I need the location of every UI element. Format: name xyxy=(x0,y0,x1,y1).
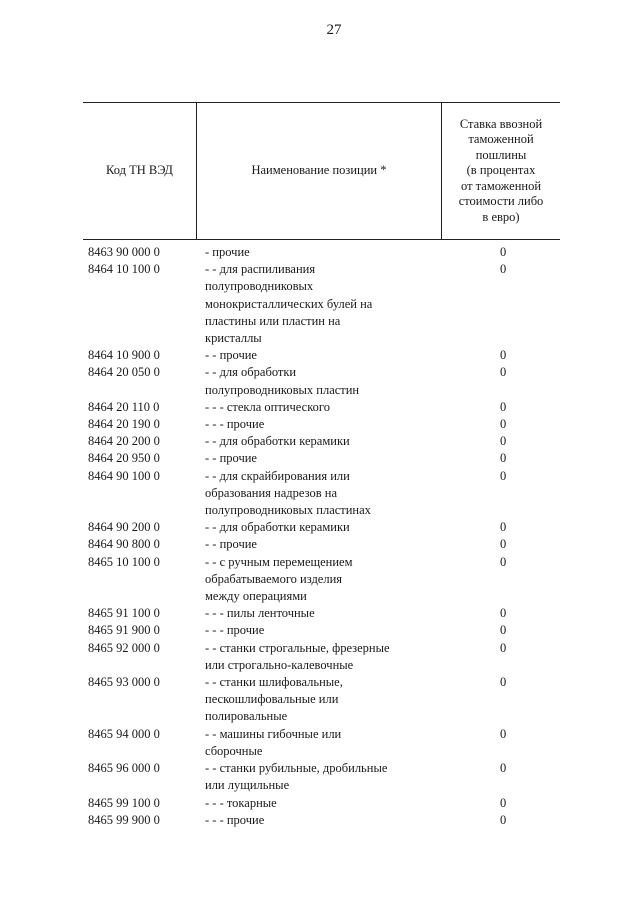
table-row xyxy=(0,519,640,536)
row-code: 8465 91 100 0 xyxy=(88,606,160,621)
table-body xyxy=(0,244,640,829)
row-name: - - - прочие xyxy=(205,417,265,432)
table-header xyxy=(83,102,560,240)
table-row xyxy=(0,364,640,398)
table-row xyxy=(0,244,640,261)
row-rate: 0 xyxy=(500,365,507,380)
table-row xyxy=(0,347,640,364)
table-row xyxy=(0,433,640,450)
row-code: 8464 10 900 0 xyxy=(88,348,160,363)
row-name: - - прочие xyxy=(205,348,257,363)
row-code: 8465 94 000 0 xyxy=(88,726,160,741)
row-rate: 0 xyxy=(500,468,507,483)
row-name: - - станки рубильные, дробильные или лущильные xyxy=(205,761,388,793)
row-rate: 0 xyxy=(500,606,507,621)
row-rate: 0 xyxy=(500,399,507,414)
table-row xyxy=(0,554,640,606)
row-rate: 0 xyxy=(500,245,507,259)
row-rate: 0 xyxy=(500,554,507,569)
row-name: - - с ручным перемещением обрабатываемого изделия между операциями xyxy=(205,554,353,604)
table-row xyxy=(0,399,640,416)
row-name: - - машины гибочные или сборочные xyxy=(205,726,342,758)
row-code: 8463 90 000 0 xyxy=(88,245,160,259)
row-code: 8464 10 100 0 xyxy=(88,262,160,277)
header-rate: Ставка ввозной таможенной пошлины (в процентах от таможенной стоимости либо в евро) xyxy=(458,116,544,224)
header-code: Код ТН ВЭД xyxy=(106,163,173,178)
table-row xyxy=(0,812,640,829)
table-row xyxy=(0,416,640,433)
table-row xyxy=(0,726,640,760)
row-name: - - для распиливания полупроводниковых монокристаллических булей на пластины или пластин на кристаллы xyxy=(205,262,373,346)
table-row xyxy=(0,622,640,639)
row-name: - - - прочие xyxy=(205,812,265,827)
row-name: - - для обработки керамики xyxy=(205,520,350,535)
row-code: 8465 96 000 0 xyxy=(88,761,160,776)
table-row xyxy=(0,536,640,553)
row-rate: 0 xyxy=(500,417,507,432)
row-rate: 0 xyxy=(500,451,507,466)
table-row xyxy=(0,760,640,794)
page-number: 27 xyxy=(326,22,342,38)
row-name: - прочие xyxy=(205,245,250,259)
row-name: - - - прочие xyxy=(205,623,265,638)
table-row xyxy=(0,261,640,347)
row-code: 8464 90 200 0 xyxy=(88,520,160,535)
row-name: - - - пилы ленточные xyxy=(205,606,315,621)
row-code: 8465 99 900 0 xyxy=(88,812,160,827)
row-code: 8465 93 000 0 xyxy=(88,675,160,690)
row-rate: 0 xyxy=(500,675,507,690)
row-name: - - станки шлифовальные, пескошлифовальные или полировальные xyxy=(205,675,343,724)
table-row xyxy=(0,674,640,726)
row-code: 8464 20 190 0 xyxy=(88,417,160,432)
row-rate: 0 xyxy=(500,812,507,827)
row-name: - - для обработки полупроводниковых пластин xyxy=(205,365,360,397)
row-rate: 0 xyxy=(500,640,507,655)
row-rate: 0 xyxy=(500,262,507,277)
table-row xyxy=(0,605,640,622)
table-row xyxy=(0,795,640,812)
row-rate: 0 xyxy=(500,520,507,535)
row-code: 8464 20 050 0 xyxy=(88,365,160,380)
header-name: Наименование позиции * xyxy=(251,163,387,178)
row-code: 8465 10 100 0 xyxy=(88,554,160,569)
row-rate: 0 xyxy=(500,726,507,741)
row-rate: 0 xyxy=(500,623,507,638)
row-name: - - - токарные xyxy=(205,795,277,810)
row-code: 8464 20 200 0 xyxy=(88,434,160,449)
row-rate: 0 xyxy=(500,537,507,552)
table-row xyxy=(0,468,640,520)
row-code: 8464 90 100 0 xyxy=(88,468,160,483)
row-name: - - прочие xyxy=(205,451,257,466)
row-name: - - для обработки керамики xyxy=(205,434,350,449)
table-row xyxy=(0,640,640,674)
row-code: 8465 92 000 0 xyxy=(88,640,160,655)
row-code: 8465 99 100 0 xyxy=(88,795,160,810)
table-row xyxy=(0,450,640,467)
row-code: 8464 90 800 0 xyxy=(88,537,160,552)
row-rate: 0 xyxy=(500,434,507,449)
row-name: - - прочие xyxy=(205,537,257,552)
row-name: - - для скрайбирования или образования надрезов на полупроводниковых пластинах xyxy=(205,468,371,518)
row-rate: 0 xyxy=(500,795,507,810)
row-code: 8464 20 110 0 xyxy=(88,399,160,414)
row-code: 8465 91 900 0 xyxy=(88,623,160,638)
row-rate: 0 xyxy=(500,348,507,363)
row-name: - - - стекла оптического xyxy=(205,399,330,414)
row-code: 8464 20 950 0 xyxy=(88,451,160,466)
row-rate: 0 xyxy=(500,761,507,776)
row-name: - - станки строгальные, фрезерные или строгально-калевочные xyxy=(205,640,390,672)
